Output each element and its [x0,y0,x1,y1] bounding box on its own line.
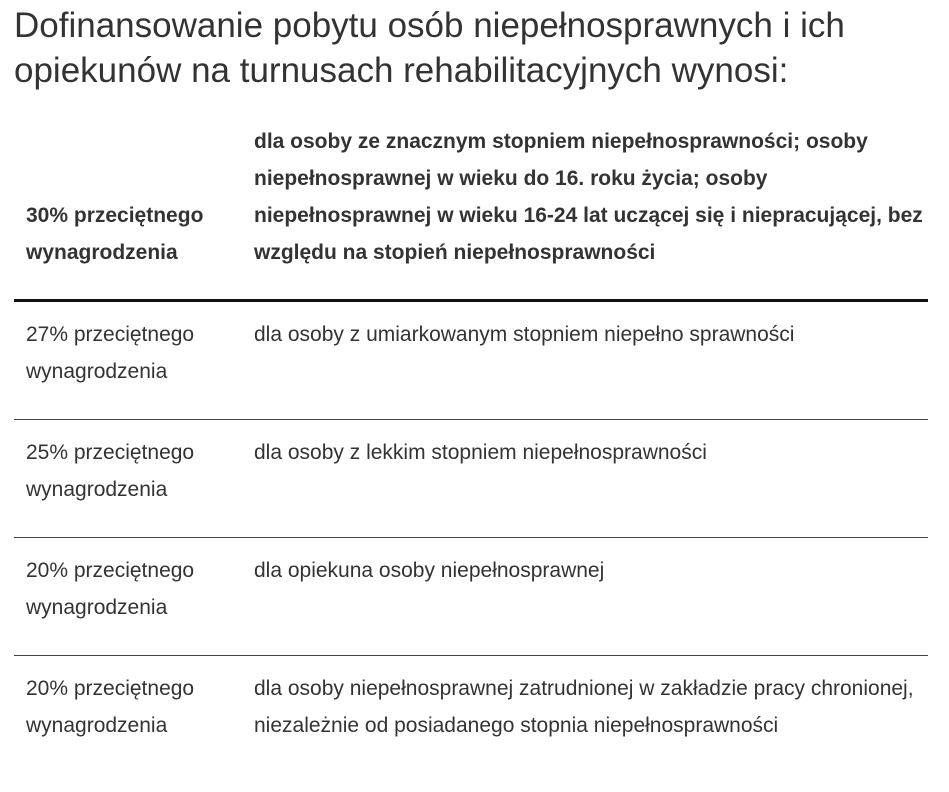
header-description-text: dla osoby ze znacznym stopniem niepełnosprawności; osoby niepełnosprawnej w wieku do 16. roku życia; osoby niepełnosprawnej w wieku 16-24 lat uczącej się i niepracującej, bez względu na stopień niepełnosprawności [254,130,923,264]
header-description-cell [241,116,928,301]
rate-text: 20% przeciętnego wynagrodzenia [26,559,195,619]
header-rate-cell [14,116,241,301]
table-row [14,420,928,538]
rate-cell [14,656,241,755]
table-row [14,656,928,755]
table-row [14,538,928,656]
description-text: dla osoby z umiarkowanym stopniem niepełno sprawności [254,323,795,346]
page-title: Dofinansowanie pobytu osób niepełnosprawnych i ich opiekunów na turnusach rehabilitacyjnych wynosi: [14,6,845,90]
rate-text: 27% przeciętnego wynagrodzenia [26,323,195,383]
description-text: dla opiekuna osoby niepełnosprawnej [254,559,605,582]
description-cell [241,538,928,656]
table-header-row [14,116,928,301]
header-rate-text: 30% przeciętnego wynagrodzenia [26,204,204,264]
description-cell [241,656,928,755]
description-text: dla osoby z lekkim stopniem niepełnosprawności [254,441,707,464]
description-cell [241,420,928,538]
rate-cell [14,538,241,656]
rate-text: 25% przeciętnego wynagrodzenia [26,441,195,501]
description-text: dla osoby niepełnosprawnej zatrudnionej w zakładzie pracy chronionej, niezależnie od posiadanego stopnia niepełnosprawności [254,677,914,737]
rate-cell [14,420,241,538]
description-cell [241,301,928,420]
funding-rates-table [14,116,928,754]
table-row [14,301,928,420]
rate-cell [14,301,241,420]
rate-text: 20% przeciętnego wynagrodzenia [26,677,195,737]
